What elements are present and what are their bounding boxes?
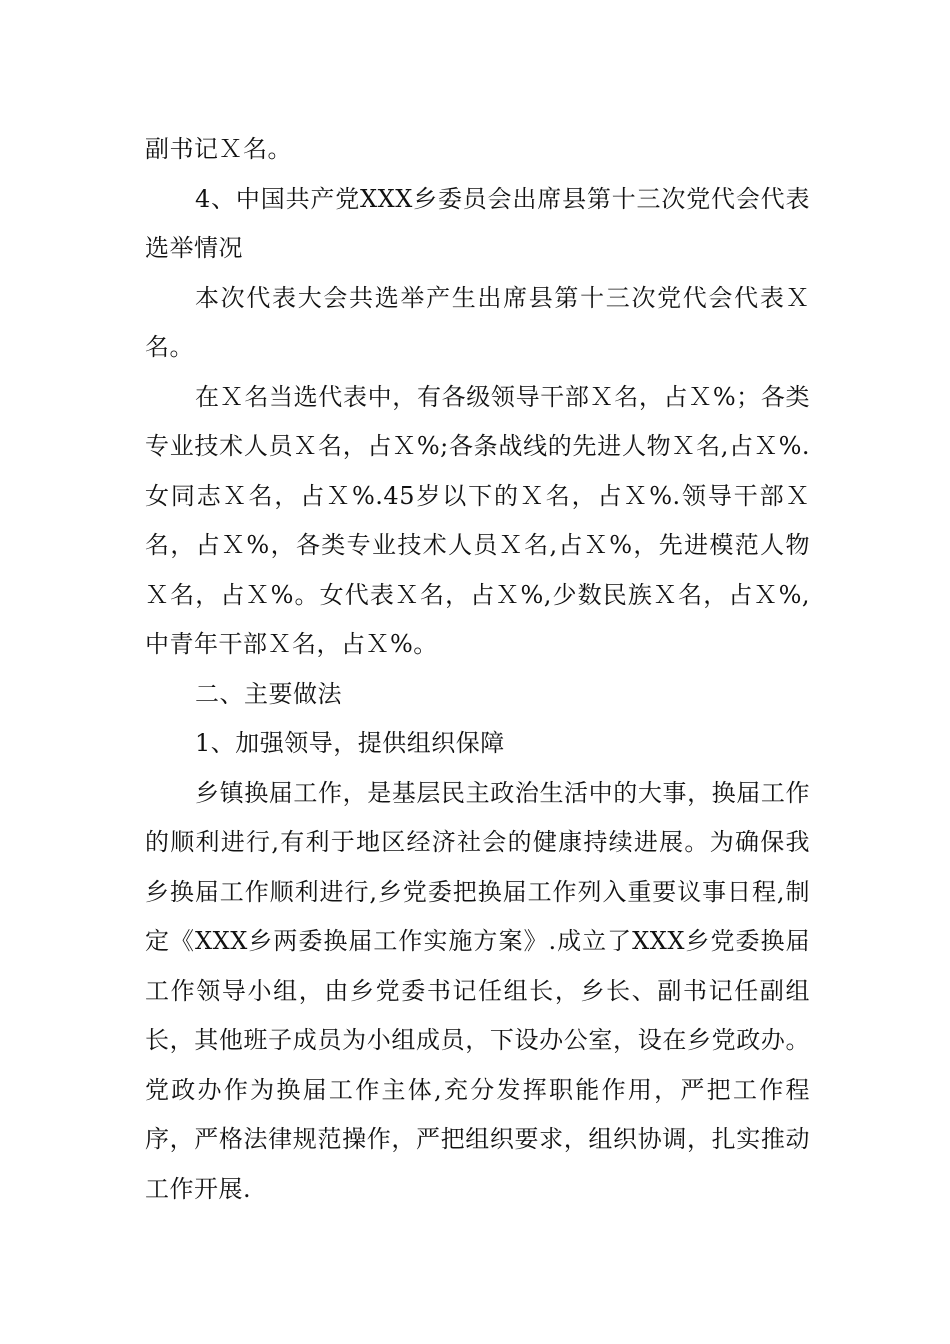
paragraph-section-heading-4: 4、中国共产党XXX乡委员会出席县第十三次党代会代表选举情况 bbox=[145, 184, 810, 262]
paragraph-continuation: 副书记Ｘ名。 bbox=[145, 135, 292, 163]
paragraph-leadership-body: 乡镇换届工作，是基层民主政治生活中的大事，换届工作的顺利进行,有利于地区经济社会的健康持续进展。为确保我乡换届工作顺利进行,乡党委把换届工作列入重要议事日程,制定《XXX乡两委换届工作实施方案》.成立了XXX乡党委换届工作领导小组，由乡党委书记任组长，乡长、副书记任副组长，其他班子成员为小组成员，下设办公室，设在乡党政办。党政办作为换届工作主体,充分发挥职能作用，严把工作程序，严格法律规范操作，严把组织要求，组织协调，扎实推动工作开展. bbox=[145, 778, 810, 1203]
paragraph-delegate-composition: 在Ｘ名当选代表中，有各级领导干部Ｘ名，占Ｘ%；各类专业技术人员Ｘ名，占Ｘ%;各条战线的先进人物Ｘ名,占Ｘ%.女同志Ｘ名，占Ｘ%.45岁以下的Ｘ名，占Ｘ%.领导干部Ｘ名，占Ｘ%，各类专业技术人员Ｘ名,占Ｘ%，先进模范人物Ｘ名，占Ｘ%。女代表Ｘ名，占Ｘ%,少数民族Ｘ名，占Ｘ%,中青年干部Ｘ名，占Ｘ%。 bbox=[145, 382, 810, 658]
paragraph-delegate-count: 本次代表大会共选举产生出席县第十三次党代会代表Ｘ名。 bbox=[145, 283, 810, 361]
paragraph-subheading-leadership: 1、加强领导，提供组织保障 bbox=[195, 729, 505, 757]
document-body bbox=[145, 125, 810, 1214]
paragraph-heading-main-methods: 二、主要做法 bbox=[195, 679, 342, 708]
